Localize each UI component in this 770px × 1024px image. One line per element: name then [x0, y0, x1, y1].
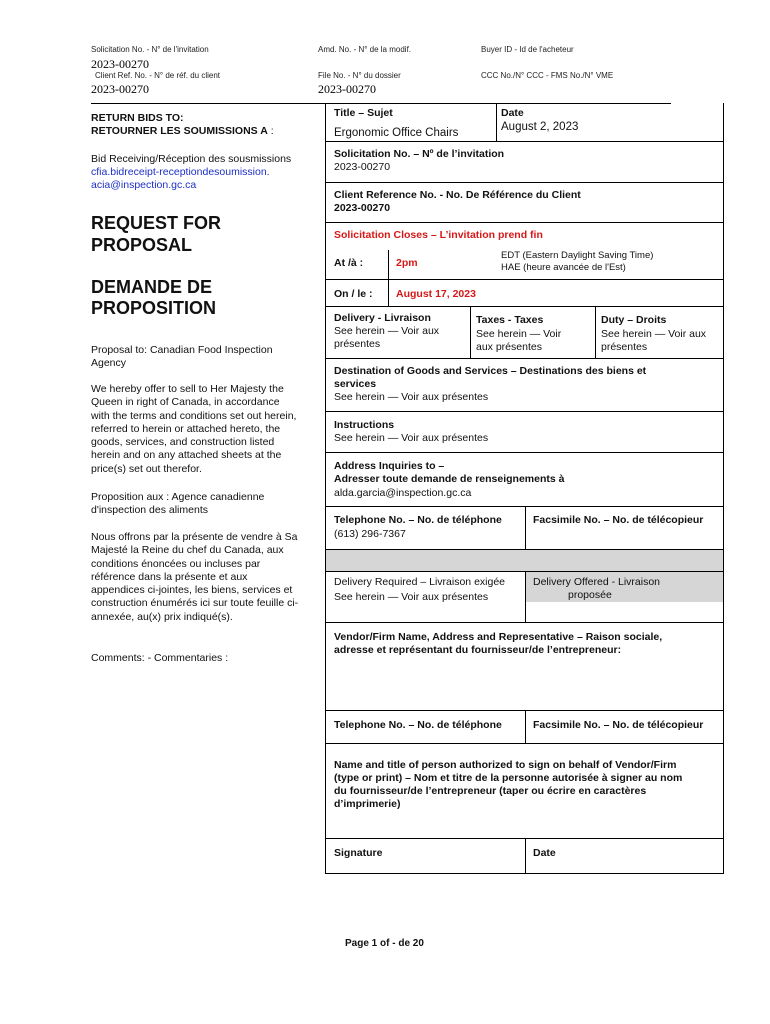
client-ref-label: Client Ref. No. - N° de réf. du client: [95, 71, 221, 80]
row-line: [325, 411, 724, 412]
authorized-person-line: (type or print) – Nom et titre de la personne autorisée à signer au nom: [334, 772, 683, 784]
row-line: [325, 306, 724, 307]
row-line: [325, 873, 724, 874]
authorized-person-line: du fournisseur/de l’entrepreneur (taper ou écrire en caractères: [334, 785, 647, 797]
telephone2-label: Telephone No. – No. de téléphone: [334, 719, 502, 731]
offer-line: goods, services, and construction listed: [91, 436, 275, 449]
row-line: [325, 182, 724, 183]
form-left-border: [325, 103, 326, 874]
proposition-line2: d'inspection des aliments: [91, 504, 208, 516]
offer-line: price(s) set out therefor.: [91, 462, 202, 475]
at-on-divider: [388, 250, 389, 306]
offer-line: We hereby offer to sell to Her Majesty the: [91, 383, 284, 395]
rfp-title-line2: PROPOSAL: [91, 235, 193, 255]
offer-line: Queen in right of Canada, in accordance: [91, 396, 280, 409]
solicitation-closes-label: Solicitation Closes – L’invitation prend fin: [334, 229, 543, 241]
offre-line: appendices ci-jointes, les biens, services et: [91, 584, 293, 597]
destination-label-line1: Destination of Goods and Services – Destinations des biens et: [334, 365, 647, 377]
header-divider: [91, 103, 671, 104]
amendment-number-label: Amd. No. - N° de la modif.: [318, 45, 412, 54]
delivery-value-line2: présentes: [334, 338, 381, 350]
offre-line: annexée, au(x) prix indiqué(s).: [91, 610, 233, 623]
delivery-value-line1: See herein — Voir aux: [334, 325, 440, 337]
title-value: Ergonomic Office Chairs: [334, 127, 459, 139]
offre-paragraph: [91, 531, 298, 624]
destination-label-line2: services: [334, 378, 377, 390]
facsimile-label: Facsimile No. – No. de télécopieur: [533, 514, 704, 526]
taxes-label: Taxes - Taxes: [476, 314, 544, 326]
row-line: [325, 743, 724, 744]
solicitation-number-value: 2023-00270: [91, 57, 149, 71]
telephone-label: Telephone No. – No. de téléphone: [334, 514, 502, 526]
solicitation-number-label: Solicitation No. - N° de l'invitation: [91, 45, 209, 54]
signature-date-divider: [525, 838, 526, 873]
comments-label: Comments: - Commentaries :: [91, 652, 229, 664]
at-value: 2pm: [396, 257, 418, 269]
ccc-number-label: CCC No./N° CCC - FMS No./N° VME: [481, 71, 614, 80]
form-right-border: [723, 103, 724, 874]
row-line: [325, 452, 724, 453]
address-inquiries-label: Address Inquiries to –: [334, 460, 445, 472]
timezone-en: EDT (Eastern Daylight Saving Time): [501, 250, 654, 261]
solicitation-label: Solicitation No. – Nº de l’invitation: [334, 148, 505, 160]
delivery-required-value: See herein — Voir aux présentes: [334, 591, 489, 603]
authorized-person-line: d’imprimerie): [334, 798, 401, 810]
gray-band-1: [326, 549, 723, 571]
duty-value-line2: présentes: [601, 341, 648, 353]
phone-fax-divider: [525, 506, 526, 549]
offre-line: conditions énoncées ou incluses par: [91, 557, 261, 570]
offer-paragraph: [91, 383, 296, 476]
title-date-divider: [496, 103, 497, 141]
row-line: [325, 358, 724, 359]
offer-line: referred to herein or attached hereto, the: [91, 422, 281, 435]
instructions-value: See herein — Voir aux présentes: [334, 432, 489, 444]
duty-label: Duty – Droits: [601, 314, 667, 326]
row-line: [325, 549, 724, 550]
row-line: [325, 622, 724, 623]
rfp-title-line1: REQUEST FOR: [91, 213, 222, 233]
bid-receiving-label: Bid Receiving/Réception des sousmissions: [91, 153, 292, 165]
taxes-value-line2: aux présentes: [476, 341, 542, 353]
title-label: Title – Sujet: [334, 107, 393, 119]
page-number: Page 1 of - de 20: [345, 938, 424, 949]
offre-line: Nous offrons par la présente de vendre à Sa: [91, 531, 298, 543]
authorized-person-line: Name and title of person authorized to sign on behalf of Vendor/Firm: [334, 759, 677, 771]
phone2-fax2-divider: [525, 710, 526, 743]
bid-email-line1[interactable]: cfia.bidreceipt-receptiondesoumission.: [91, 166, 270, 178]
taxes-duty-divider: [595, 306, 596, 358]
vendor-label-line2: adresse et représentant du fournisseur/de l’entrepreneur:: [334, 644, 622, 656]
row-line: [325, 279, 724, 280]
offre-line: Majesté la Reine du chef du Canada, aux: [91, 544, 284, 557]
proposal-to-line2: Agency: [91, 357, 127, 369]
delivery-offered-label-fr: proposée: [568, 589, 612, 601]
file-number-label: File No. - N° du dossier: [318, 71, 401, 80]
delivery-required-label: Delivery Required – Livraison exigée: [334, 576, 506, 588]
date-value: August 2, 2023: [501, 121, 579, 133]
authorized-person-label: [334, 759, 682, 811]
facsimile2-label: Facsimile No. – No. de télécopieur: [533, 719, 704, 731]
offre-line: référence dans la présente et aux: [91, 570, 248, 583]
row-line: [325, 222, 724, 223]
offer-line: herein and on any attached sheets at the: [91, 449, 282, 462]
return-bids-colon: :: [267, 125, 274, 137]
demande-title-line1: DEMANDE DE: [91, 277, 213, 297]
offre-line: construction énumérés ici sur toute feuille ci-: [91, 597, 299, 610]
offer-line: with the terms and conditions set out herein,: [91, 409, 297, 422]
client-ref-value: 2023-00270: [91, 82, 149, 96]
signature-label: Signature: [334, 847, 383, 859]
proposition-line1: Proposition aux : Agence canadienne: [91, 491, 265, 503]
taxes-value-line1: See herein — Voir: [476, 328, 562, 340]
delivery-offered-label: Delivery Offered - Livraison: [533, 576, 661, 588]
delivery-req-offered-divider: [525, 571, 526, 622]
delivery-taxes-divider: [470, 306, 471, 358]
solicitation-value: 2023-00270: [334, 161, 391, 173]
on-label: On / le :: [334, 288, 373, 300]
telephone-value: (613) 296-7367: [334, 528, 406, 540]
client-reference-label: Client Reference No. - No. De Référence du Client: [334, 189, 581, 201]
bid-email-line2[interactable]: acia@inspection.gc.ca: [91, 179, 197, 191]
demande-title-line2: PROPOSITION: [91, 298, 217, 318]
destination-value: See herein — Voir aux présentes: [334, 391, 489, 403]
return-bids-heading: RETURN BIDS TO:: [91, 112, 184, 124]
instructions-label: Instructions: [334, 419, 395, 431]
client-reference-value: 2023-00270: [334, 202, 391, 214]
file-number-value: 2023-00270: [318, 82, 376, 96]
at-label: At /à :: [334, 257, 364, 269]
on-value: August 17, 2023: [396, 288, 476, 300]
signature-date-label: Date: [533, 847, 556, 859]
row-line: [325, 141, 724, 142]
address-inquiries-email[interactable]: alda.garcia@inspection.gc.ca: [334, 487, 472, 499]
buyer-id-label: Buyer ID - Id de l'acheteur: [481, 45, 574, 54]
vendor-label-line1: Vendor/Firm Name, Address and Representative – Raison sociale,: [334, 631, 663, 643]
delivery-label: Delivery - Livraison: [334, 312, 431, 324]
return-bids-heading-fr: [91, 125, 274, 138]
duty-value-line1: See herein — Voir aux: [601, 328, 707, 340]
date-label: Date: [501, 107, 524, 119]
return-bids-fr-text: RETOURNER LES SOUMISSIONS A: [91, 125, 268, 137]
proposal-to-line1: Proposal to: Canadian Food Inspection: [91, 344, 273, 356]
address-inquiries-label-fr: Adresser toute demande de renseignements à: [334, 473, 565, 485]
timezone-fr: HAE (heure avancée de l'Est): [501, 262, 626, 273]
